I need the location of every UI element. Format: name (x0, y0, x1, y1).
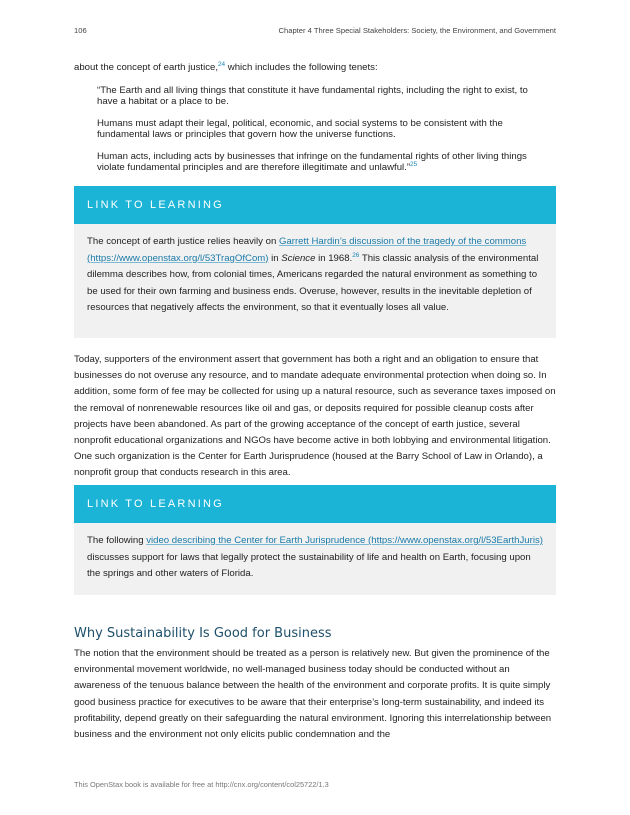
link-to-learning-heading-2: LINK TO LEARNING (74, 485, 556, 523)
tenet-1-text: “The Earth and all living things that constitute it have fundamental rights, including the right to exist, to have a habitat or a place to be. (97, 85, 528, 108)
link-box-1-after: in (268, 252, 282, 264)
tenet-2-text: Humans must adapt their legal, political, economic, and social systems to be consistent with the fundamental laws or principles that govern how the universe functions. (97, 118, 503, 141)
science-journal-title: Science (281, 252, 316, 264)
link-box-2-before: The following (87, 535, 147, 546)
chapter-title: Chapter 4 Three Special Stakeholders: Society, the Environment, and Government (278, 26, 556, 35)
tragedy-of-commons-link[interactable]: Garrett Hardin’s discussion of the tragedy of the commons (https://www.openstax.org/l/53TragOfCom) (87, 236, 527, 264)
link-to-learning-heading: LINK TO LEARNING (74, 186, 556, 224)
footnote-ref-24[interactable]: 24 (218, 60, 226, 68)
earth-jurisprudence-video-link[interactable]: video describing the Center for Earth Jurisprudence (https://www.openstax.org/l/53EarthJuris) (146, 535, 543, 546)
intro-paragraph (74, 60, 556, 76)
tenet-3-text: Human acts, including acts by businesses that infringe on the fundamental rights of other living things violate fundamental principles and are therefore illegitimate and unlawful.” (97, 151, 527, 174)
paragraph-3: The notion that the environment should be treated as a person is relatively new. But given the prominence of the environmental movement worldwide, no well-managed business today should be conducted without an awareness of the tenuous balance between the health of the environment and corporate profits. It is quite simply good business practice for executives to be aware that their enterprise’s long-term sustainability, and indeed its profitability, depend greatly on their safeguarding the natural environment. Ignoring this interrelationship between business and the environment not only elicits public condemnation and the (74, 648, 552, 741)
intro-text: about the concept of earth justice, (74, 62, 218, 73)
tenet-3 (97, 151, 537, 174)
paragraph-2: Today, supporters of the environment assert that government has both a right and an obligation to ensure that businesses do not overuse any resource, and to mandate adequate environmental protection when doing so. In addition, some form of fee may be collected for using up a natural resource, such as severance taxes imposed on the removal of nonrenewable resources like oil and gas, or deposits required for possible cleanup costs after projects have been abandoned. As part of the growing acceptance of the concept of earth justice, several nonprofit educational organizations and NGOs have become active in both lobbying and environmental litigation. One such organization is the Center for Earth Jurisprudence (housed at the Barry School of Law in Orlando), a nonprofit group that conducts research in this area. (74, 354, 556, 479)
link-box-1-before: The concept of earth justice relies heavily on (87, 236, 279, 247)
footnote-ref-26[interactable]: 26 (352, 251, 360, 259)
link-to-learning-box-2 (74, 485, 556, 595)
link-to-learning-box-1 (74, 186, 556, 338)
link-box-1-after-italic: in 1968. (315, 252, 353, 264)
footnote-ref-25[interactable]: 25 (410, 161, 418, 169)
section-heading: Why Sustainability Is Good for Business (74, 626, 332, 641)
link-box-2-text (74, 523, 556, 583)
page-number: 106 (74, 26, 87, 35)
page-footer: This OpenStax book is available for free at http://cnx.org/content/col25722/1.3 (74, 780, 329, 789)
intro-text-after: which includes the following tenets: (225, 62, 378, 73)
link-box-1-rest: This classic analysis of the environmental dilemma describes how, from colonial times, Americans regarded the natural environment as something to be used for their own farming and business ends. Overuse, however, results in the inevitable depletion of resources that negatively affects the environment, so that it eventually loses all value. (87, 252, 539, 314)
link-box-2-after: discusses support for laws that legally protect the sustainability of life and health on Earth, focusing upon the springs and other waters of Florida. (87, 551, 531, 580)
link-box-1-text (74, 224, 556, 317)
tenet-1 (97, 85, 537, 108)
tenet-2 (97, 118, 537, 141)
